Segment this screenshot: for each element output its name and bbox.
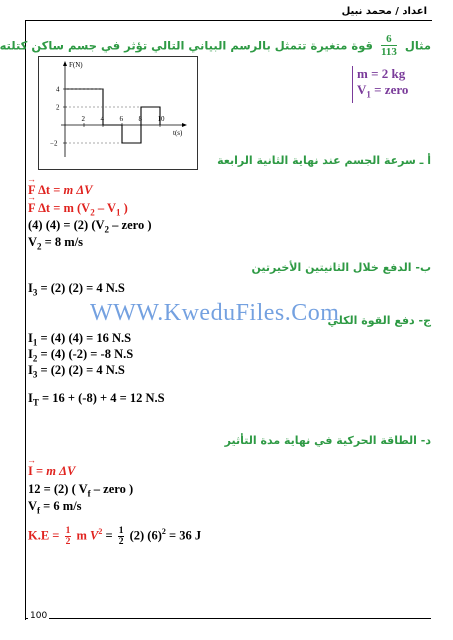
equation-substitution: (4) (4) = (2) ($V_2$ – zero ) [28, 218, 152, 235]
x-tick-label: 6 [119, 115, 123, 123]
watermark: WWW.KweduFiles.Com [90, 300, 340, 326]
question-d: د- الطاقة الحركية في نهاية مدة التأثير [224, 434, 431, 447]
result-kinetic-energy: K.E = $\frac{1}{2}$ m $V^2$ = $\frac{1}{2}$ (2) $(6)^2 = 36$ J [28, 526, 202, 547]
y-axis-label: F(N) [69, 61, 83, 69]
given-initial-velocity: $V_1$ = zero [357, 82, 409, 100]
question-c: ج- دفع القوة الكلي [327, 314, 431, 327]
force-series-line [65, 89, 160, 143]
x-axis-arrow [182, 123, 187, 127]
result-total-impulse: $I_T = 16 + (-8) + 4 = 12$ N.S [28, 391, 165, 408]
x-tick-label: 8 [138, 115, 142, 123]
footer-rule [25, 618, 431, 619]
header-rule [26, 20, 432, 21]
y-tick-label: 2 [56, 103, 60, 112]
result-i3-c: $I_3 = (2) (2) = 4$ N.S [28, 363, 125, 380]
example-text: قوة متغيرة تتمثل بالرسم البياني التالي تؤثر في جسم ساكن كتلته [0, 38, 373, 53]
x-tick-label: 10 [157, 115, 165, 123]
author-credit: اعداد / محمد نبيل [341, 6, 427, 17]
x-tick-label: 4 [100, 115, 104, 123]
result-i3-b: $I_3 = (2) (2) = 4$ N.S [28, 281, 125, 298]
force-time-graph [38, 56, 198, 170]
y-tick-label: −2 [50, 139, 58, 148]
half-fraction-2: $\frac{1}{2}$ [118, 526, 124, 547]
result-vf: $V_f = 6$ m/s [28, 499, 82, 516]
y-ticks [50, 86, 67, 148]
example-number-fraction: $\frac{6}{113}$ [380, 33, 397, 58]
left-border [25, 20, 26, 620]
result-i1: $I_1 = (4) (4) = 16$ N.S [28, 331, 132, 348]
equation-final-velocity: 12 = (2) ( $V_f$ – zero ) [28, 482, 134, 499]
equation-impulse-momentum: → F Δt = m ΔV [28, 183, 93, 198]
result-v2: $V_2 = 8$ m/s [28, 235, 84, 252]
page-number: 100 [30, 611, 48, 621]
force-time-plot [39, 57, 197, 169]
x-tick-label: 2 [81, 115, 85, 123]
x-axis-label: t(s) [173, 129, 183, 137]
question-a: أ ـ سرعة الجسم عند نهاية الثانية الرابعة [217, 154, 431, 167]
example-statement [0, 33, 431, 58]
y-axis-arrow [63, 61, 67, 66]
result-i2: $I_2 = (4) (-2) = -8$ N.S [28, 347, 134, 364]
question-b: ب- الدفع خلال الثانيتين الأخيرتين [251, 261, 431, 274]
half-fraction: $\frac{1}{2}$ [65, 526, 71, 547]
equation-impulse-expanded: → F Δt = m ($V_2 - V_1$ ) [28, 201, 128, 218]
y-tick-label: 4 [56, 85, 60, 94]
example-label: مثال [404, 38, 431, 53]
given-mass: m = 2 kg [357, 66, 406, 81]
given-values [352, 66, 408, 103]
equation-impulse-general: → I = m ΔV [28, 464, 75, 479]
